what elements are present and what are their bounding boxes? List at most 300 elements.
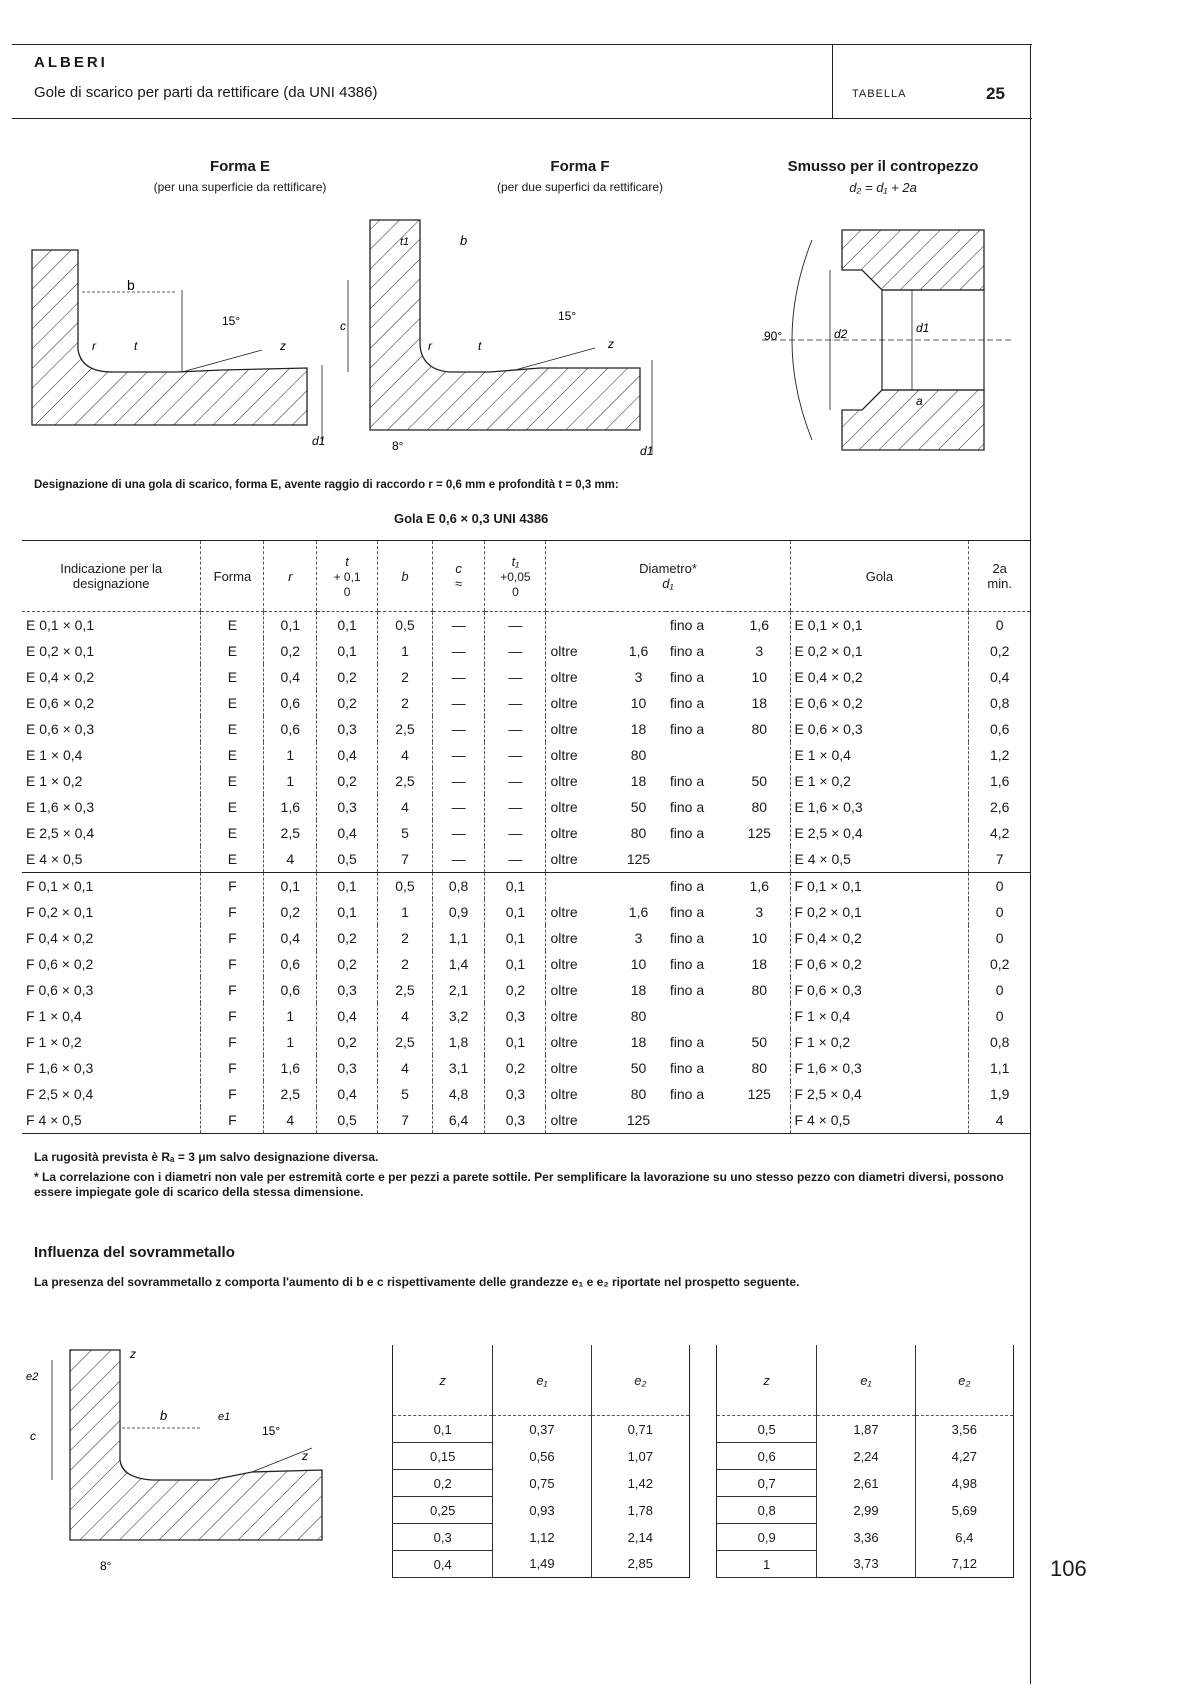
table-row: [717, 1497, 1014, 1524]
main-table: [22, 540, 1030, 1134]
asterisk-note: * La correlazione con i diametri non vale per estremità corte e per pezzi a parete sottile. Per semplificare la lavorazione su uno stesso pezzo con diametri diversi, possono essere impiegate gole di scarico della stessa dimensione.: [34, 1170, 1004, 1199]
cell-b: 4: [378, 742, 433, 768]
cell-fino-v: 80: [751, 1060, 768, 1076]
cell-fino-v: 18: [751, 695, 768, 711]
cell-oltre-v: 1,6: [628, 643, 649, 659]
cell-b: 7: [378, 1107, 433, 1134]
cell-oltre: oltre: [546, 846, 611, 873]
cell-a2: 0,4: [969, 664, 1030, 690]
cell-z: 0,1: [393, 1416, 493, 1443]
header-top-rule: [12, 44, 1032, 45]
forma-f-label-t1: t1: [400, 236, 410, 248]
th-2a: 2a min.: [969, 541, 1030, 612]
cell-b: 4: [378, 1055, 433, 1081]
cell-z: 0,7: [717, 1470, 817, 1497]
forma-f-subtitle: (per due superfici da rettificare): [496, 180, 664, 194]
forma-f-label-b: b: [460, 233, 468, 248]
cell-r: 0,6: [264, 951, 317, 977]
cell-t: 0,4: [317, 820, 378, 846]
forma-e-label-z: z: [280, 339, 286, 353]
cell-t1: —: [485, 690, 546, 716]
cell-t1: —: [485, 638, 546, 664]
cell-fino-v: 18: [751, 956, 768, 972]
cell-oltre: oltre: [546, 951, 611, 977]
cell-forma: E: [201, 742, 264, 768]
cell-t: 0,4: [317, 1003, 378, 1029]
cell-b: 0,5: [378, 873, 433, 900]
cell-a2: 4: [969, 1107, 1030, 1134]
th-e1-left: e₁: [493, 1345, 591, 1416]
cell-a2: 0: [969, 612, 1030, 639]
cell-r: 0,4: [264, 664, 317, 690]
cell-oltre-v: 18: [630, 773, 647, 789]
cell-gola: E 1,6 × 0,3: [790, 794, 969, 820]
influence-left-header: [393, 1345, 690, 1416]
cell-oltre-v: 1,6: [628, 904, 649, 920]
table-row: [22, 873, 1030, 900]
cell-a2: 0,8: [969, 1029, 1030, 1055]
table-row: [22, 742, 1030, 768]
cell-t: 0,2: [317, 951, 378, 977]
cell-c: 6,4: [432, 1107, 485, 1134]
forma-e-title: Forma E: [209, 158, 270, 175]
cell-forma: E: [201, 768, 264, 794]
cell-fino-v: 125: [747, 825, 771, 841]
cell-forma: F: [201, 951, 264, 977]
influence-right-header: [717, 1345, 1014, 1416]
cell-a2: 0,8: [969, 690, 1030, 716]
cell-a2: 1,2: [969, 742, 1030, 768]
forma-f-label-z: z: [608, 337, 614, 351]
cell-fino: fino a: [669, 721, 705, 737]
cell-fino: [666, 1003, 729, 1029]
cell-gola: E 1 × 0,4: [790, 742, 969, 768]
cell-oltre-v: 50: [630, 799, 647, 815]
cell-c: —: [432, 638, 485, 664]
cell-fino: fino a: [669, 799, 705, 815]
cell-r: 1: [264, 768, 317, 794]
cell-c: —: [432, 716, 485, 742]
cell-z: 1: [717, 1551, 817, 1578]
table-row: [22, 977, 1030, 1003]
cell-forma: F: [201, 977, 264, 1003]
cell-c: 3,2: [432, 1003, 485, 1029]
cell-t: 0,3: [317, 794, 378, 820]
cell-z: 0,5: [717, 1416, 817, 1443]
cell-r: 0,1: [264, 873, 317, 900]
th-e2-right: e₂: [915, 1345, 1013, 1416]
cell-oltre: oltre: [546, 1003, 611, 1029]
cell-fino-v: 1,6: [749, 617, 769, 633]
cell-z: 0,6: [717, 1443, 817, 1470]
cell-r: 0,1: [264, 612, 317, 639]
cell-b: 1: [378, 899, 433, 925]
forma-e-label-d1: d1: [312, 434, 326, 448]
influence-heading: Influenza del sovrammetallo: [34, 1244, 235, 1261]
cell-fino-v: 80: [751, 721, 768, 737]
forma-f-label-angle: 15°: [558, 309, 577, 323]
th-t: t + 0,1 0: [317, 541, 378, 612]
cell-oltre: oltre: [546, 925, 611, 951]
cell-fino-v: 1,6: [729, 873, 790, 900]
cell-e1: 3,36: [817, 1524, 915, 1551]
forma-f-label-r: r: [428, 339, 432, 353]
cell-gola: E 0,2 × 0,1: [790, 638, 969, 664]
cell-gola: E 4 × 0,5: [790, 846, 969, 873]
cell-oltre: oltre: [546, 820, 611, 846]
smusso-label-a: a: [916, 394, 923, 408]
cell-forma: F: [201, 925, 264, 951]
cell-t: 0,1: [317, 612, 378, 639]
cell-oltre-v: 3: [634, 669, 643, 685]
table-row: [717, 1470, 1014, 1497]
influence-label-e2: e2: [26, 1371, 39, 1383]
cell-gola: F 4 × 0,5: [790, 1107, 969, 1134]
cell-t1: 0,2: [485, 977, 546, 1003]
cell-ind: F 0,1 × 0,1: [22, 873, 201, 900]
cell-fino-v: 125: [747, 1086, 771, 1102]
cell-fino: fino a: [669, 982, 705, 998]
designation-note: Designazione di una gola di scarico, forma E, avente raggio di raccordo r = 0,6 mm e profondità t = 0,3 mm:: [34, 479, 619, 491]
cell-forma: F: [201, 899, 264, 925]
cell-forma: F: [201, 1081, 264, 1107]
cell-oltre-v: 80: [630, 1086, 647, 1102]
cell-b: 4: [378, 1003, 433, 1029]
cell-fino: [666, 1107, 729, 1134]
cell-ind: F 0,6 × 0,3: [26, 982, 94, 998]
cell-gola: F 1 × 0,4: [790, 1003, 969, 1029]
cell-ind: E 4 × 0,5: [26, 851, 83, 867]
table-row: [22, 951, 1030, 977]
cell-ind: F 0,4 × 0,2: [26, 930, 94, 946]
cell-e2: 3,56: [915, 1416, 1013, 1443]
cell-t: 0,2: [317, 768, 378, 794]
forma-e-figure: [22, 200, 352, 460]
cell-t: 0,3: [317, 977, 378, 1003]
cell-r: 0,6: [264, 690, 317, 716]
th-c: c ≈: [432, 541, 485, 612]
cell-e2: 1,07: [591, 1443, 689, 1470]
cell-r: 0,6: [264, 716, 317, 742]
cell-e1: 2,24: [817, 1443, 915, 1470]
cell-e1: 1,87: [817, 1416, 915, 1443]
cell-b: 5: [378, 1081, 433, 1107]
cell-ind: E 0,6 × 0,2: [26, 695, 95, 711]
cell-oltre-v: [611, 612, 666, 639]
cell-oltre-v: 10: [630, 956, 647, 972]
forma-f-label-t: t: [478, 339, 482, 353]
th-diametro: Diametro* d₁: [546, 541, 790, 612]
table-row: [22, 664, 1030, 690]
cell-z: 0,8: [717, 1497, 817, 1524]
table-row: [393, 1443, 690, 1470]
cell-gola: F 1,6 × 0,3: [790, 1055, 969, 1081]
forma-e-label-r: r: [92, 339, 96, 353]
cell-b: 2,5: [378, 1029, 433, 1055]
cell-c: —: [432, 664, 485, 690]
cell-oltre: oltre: [546, 638, 611, 664]
cell-fino-v: [729, 1107, 790, 1134]
page-title: ALBERI: [34, 54, 108, 71]
cell-t1: 0,3: [485, 1081, 546, 1107]
cell-oltre-v: [611, 873, 666, 900]
designation-example: Gola E 0,6 × 0,3 UNI 4386: [394, 511, 549, 526]
cell-fino-v: [729, 742, 790, 768]
cell-e2: 1,42: [591, 1470, 689, 1497]
cell-t: 0,2: [317, 1029, 378, 1055]
cell-b: 2,5: [378, 977, 433, 1003]
cell-gola: E 1 × 0,2: [790, 768, 969, 794]
cell-fino: fino a: [669, 904, 705, 920]
forma-f-figure: [340, 200, 700, 460]
cell-oltre: oltre: [546, 1029, 611, 1055]
cell-t1: —: [485, 742, 546, 768]
influence-label-z2: z: [302, 1449, 308, 1463]
cell-oltre: oltre: [546, 768, 611, 794]
cell-gola: F 0,1 × 0,1: [790, 873, 969, 900]
smusso-title: Smusso per il contropezzo: [787, 158, 979, 175]
cell-forma: F: [201, 1003, 264, 1029]
cell-oltre: oltre: [546, 742, 611, 768]
cell-t1: —: [485, 820, 546, 846]
cell-fino-v: [729, 846, 790, 873]
cell-b: 7: [378, 846, 433, 873]
cell-fino-v: [729, 1003, 790, 1029]
th-e1-right: e₁: [817, 1345, 915, 1416]
cell-oltre: oltre: [546, 690, 611, 716]
cell-oltre: oltre: [546, 794, 611, 820]
table-row: [22, 1055, 1030, 1081]
cell-t: 0,3: [317, 716, 378, 742]
table-row: [717, 1551, 1014, 1578]
cell-c: 3,1: [432, 1055, 485, 1081]
cell-forma: E: [201, 846, 264, 873]
cell-t1: 0,2: [485, 1055, 546, 1081]
forma-f-label-c: c: [340, 319, 346, 333]
th-gola: Gola: [790, 541, 969, 612]
cell-fino: fino a: [666, 873, 729, 900]
cell-t1: 0,1: [485, 925, 546, 951]
influence-label-z: z: [130, 1347, 136, 1361]
cell-oltre: oltre: [546, 977, 611, 1003]
th-r: r: [264, 541, 317, 612]
cell-oltre-v: 80: [630, 747, 647, 763]
cell-fino: fino a: [669, 956, 705, 972]
th-b: b: [378, 541, 433, 612]
cell-r: 0,2: [264, 899, 317, 925]
cell-t: 0,4: [317, 742, 378, 768]
cell-gola: E 0,6 × 0,2: [790, 690, 969, 716]
cell-c: 2,1: [432, 977, 485, 1003]
table-row: [22, 846, 1030, 873]
cell-forma: E: [201, 716, 264, 742]
forma-f-body: [370, 220, 640, 430]
forma-f-label-angle8: 8°: [392, 439, 404, 453]
cell-z: 0,15: [393, 1443, 493, 1470]
cell-t: 0,1: [317, 873, 378, 900]
smusso-label-angle: 90°: [764, 329, 783, 343]
cell-oltre-v: 10: [630, 695, 647, 711]
cell-e1: 0,93: [493, 1497, 591, 1524]
cell-e2: 2,85: [591, 1551, 689, 1578]
cell-e1: 0,75: [493, 1470, 591, 1497]
cell-b: 2: [378, 690, 433, 716]
cell-t1: 0,3: [485, 1107, 546, 1134]
cell-t: 0,4: [317, 1081, 378, 1107]
cell-a2: 0,2: [969, 951, 1030, 977]
th-t1: t₁ +0,05 0: [485, 541, 546, 612]
forma-e-subtitle: (per una superficie da rettificare): [153, 180, 327, 194]
cell-c: —: [432, 612, 485, 639]
table-row: [22, 794, 1030, 820]
th-forma: Forma: [201, 541, 264, 612]
cell-a2: 2,6: [969, 794, 1030, 820]
cell-gola: E 0,4 × 0,2: [790, 664, 969, 690]
cell-z: 0,25: [393, 1497, 493, 1524]
smusso-figure: [752, 220, 1022, 460]
cell-ind: F 1 × 0,2: [26, 1034, 82, 1050]
cell-fino-v: 50: [751, 1034, 768, 1050]
cell-a2: 0: [969, 899, 1030, 925]
cell-c: 1,1: [432, 925, 485, 951]
cell-oltre: [546, 612, 611, 639]
cell-ind: F 0,6 × 0,2: [26, 956, 94, 972]
cell-r: 2,5: [264, 1081, 317, 1107]
cell-t1: 0,3: [485, 1003, 546, 1029]
cell-t: 0,2: [317, 925, 378, 951]
cell-oltre-v: 80: [630, 825, 647, 841]
cell-c: 0,8: [432, 873, 485, 900]
forma-e-label-b: b: [127, 277, 135, 293]
cell-r: 4: [264, 846, 317, 873]
influence-label-b: b: [160, 1408, 168, 1423]
page-subtitle: Gole di scarico per parti da rettificare (da UNI 4386): [34, 84, 378, 101]
cell-forma: E: [201, 664, 264, 690]
cell-forma: F: [201, 1029, 264, 1055]
cell-r: 1: [264, 1029, 317, 1055]
influence-label-angle8: 8°: [100, 1559, 112, 1573]
cell-r: 0,6: [264, 977, 317, 1003]
cell-e1: 0,56: [493, 1443, 591, 1470]
cell-t1: 0,1: [485, 873, 546, 900]
cell-t1: —: [485, 664, 546, 690]
table-row: [22, 768, 1030, 794]
cell-e1: 3,73: [817, 1551, 915, 1578]
cell-gola: E 0,6 × 0,3: [790, 716, 969, 742]
cell-fino: fino a: [669, 669, 705, 685]
cell-t1: 0,1: [485, 1029, 546, 1055]
cell-oltre-v: 125: [611, 1107, 666, 1134]
table-row: [717, 1416, 1014, 1443]
cell-fino-v: 80: [751, 982, 768, 998]
cell-ind: E 2,5 × 0,4: [26, 825, 95, 841]
cell-c: —: [432, 820, 485, 846]
cell-a2: 1,1: [969, 1055, 1030, 1081]
cell-t: 0,2: [317, 690, 378, 716]
cell-fino: fino a: [669, 1034, 705, 1050]
table-row: [717, 1443, 1014, 1470]
cell-fino: fino a: [669, 773, 705, 789]
cell-a2: 0: [969, 1003, 1030, 1029]
cell-ind: E 0,4 × 0,2: [26, 669, 95, 685]
influence-table-left: [392, 1345, 690, 1578]
cell-fino-v: 3: [755, 643, 764, 659]
cell-oltre: oltre: [546, 1055, 611, 1081]
cell-gola: E 2,5 × 0,4: [790, 820, 969, 846]
cell-ind: F 0,2 × 0,1: [26, 904, 94, 920]
cell-c: 4,8: [432, 1081, 485, 1107]
cell-forma: E: [201, 638, 264, 664]
cell-r: 0,2: [264, 638, 317, 664]
cell-c: 1,4: [432, 951, 485, 977]
cell-t: 0,1: [317, 899, 378, 925]
cell-t: 0,5: [317, 1107, 378, 1134]
cell-z: 0,9: [717, 1524, 817, 1551]
cell-b: 0,5: [378, 612, 433, 639]
cell-t1: —: [485, 768, 546, 794]
cell-b: 2,5: [378, 768, 433, 794]
cell-oltre-v: 18: [630, 1034, 647, 1050]
cell-fino-v: 80: [751, 799, 768, 815]
cell-oltre-v: 18: [630, 721, 647, 737]
cell-gola: F 0,6 × 0,2: [790, 951, 969, 977]
influence-label-angle: 15°: [262, 1424, 281, 1438]
cell-b: 2: [378, 925, 433, 951]
smusso-label-d1: d1: [916, 321, 930, 335]
cell-t1: —: [485, 716, 546, 742]
cell-c: —: [432, 768, 485, 794]
th-z-right: z: [717, 1345, 817, 1416]
cell-ind: E 1 × 0,4: [26, 747, 83, 763]
cell-r: 4: [264, 1107, 317, 1134]
cell-forma: E: [201, 820, 264, 846]
cell-gola: F 0,6 × 0,3: [790, 977, 969, 1003]
cell-t1: —: [485, 846, 546, 873]
page-number: 106: [1050, 1556, 1087, 1581]
smusso-label-d2: d2: [834, 327, 848, 341]
cell-ind: F 1 × 0,4: [26, 1008, 82, 1024]
cell-a2: 4,2: [969, 820, 1030, 846]
forma-f-title: Forma F: [550, 158, 610, 175]
cell-a2: 0: [969, 925, 1030, 951]
table-row: [22, 1029, 1030, 1055]
cell-e2: 6,4: [915, 1524, 1013, 1551]
table-row: [22, 899, 1030, 925]
cell-ind: E 0,6 × 0,3: [26, 721, 95, 737]
cell-fino: [666, 846, 729, 873]
cell-r: 1: [264, 1003, 317, 1029]
table-row: [22, 820, 1030, 846]
cell-oltre-v: 80: [630, 1008, 647, 1024]
cell-ind: E 1 × 0,2: [26, 773, 83, 789]
table-row: [22, 690, 1030, 716]
cell-a2: 0: [969, 977, 1030, 1003]
cell-r: 2,5: [264, 820, 317, 846]
cell-b: 1: [378, 638, 433, 664]
cell-b: 2: [378, 664, 433, 690]
cell-t1: 0,1: [485, 899, 546, 925]
cell-gola: F 2,5 × 0,4: [790, 1081, 969, 1107]
cell-c: —: [432, 794, 485, 820]
cell-t1: —: [485, 794, 546, 820]
cell-z: 0,3: [393, 1524, 493, 1551]
cell-ind: E 0,1 × 0,1: [26, 617, 95, 633]
table-row: [22, 612, 1030, 639]
cell-a2: 1,9: [969, 1081, 1030, 1107]
cell-c: 0,9: [432, 899, 485, 925]
roughness-note: La rugosità prevista è Rₐ = 3 μm salvo designazione diversa.: [34, 1150, 379, 1164]
cell-fino: [666, 742, 729, 768]
